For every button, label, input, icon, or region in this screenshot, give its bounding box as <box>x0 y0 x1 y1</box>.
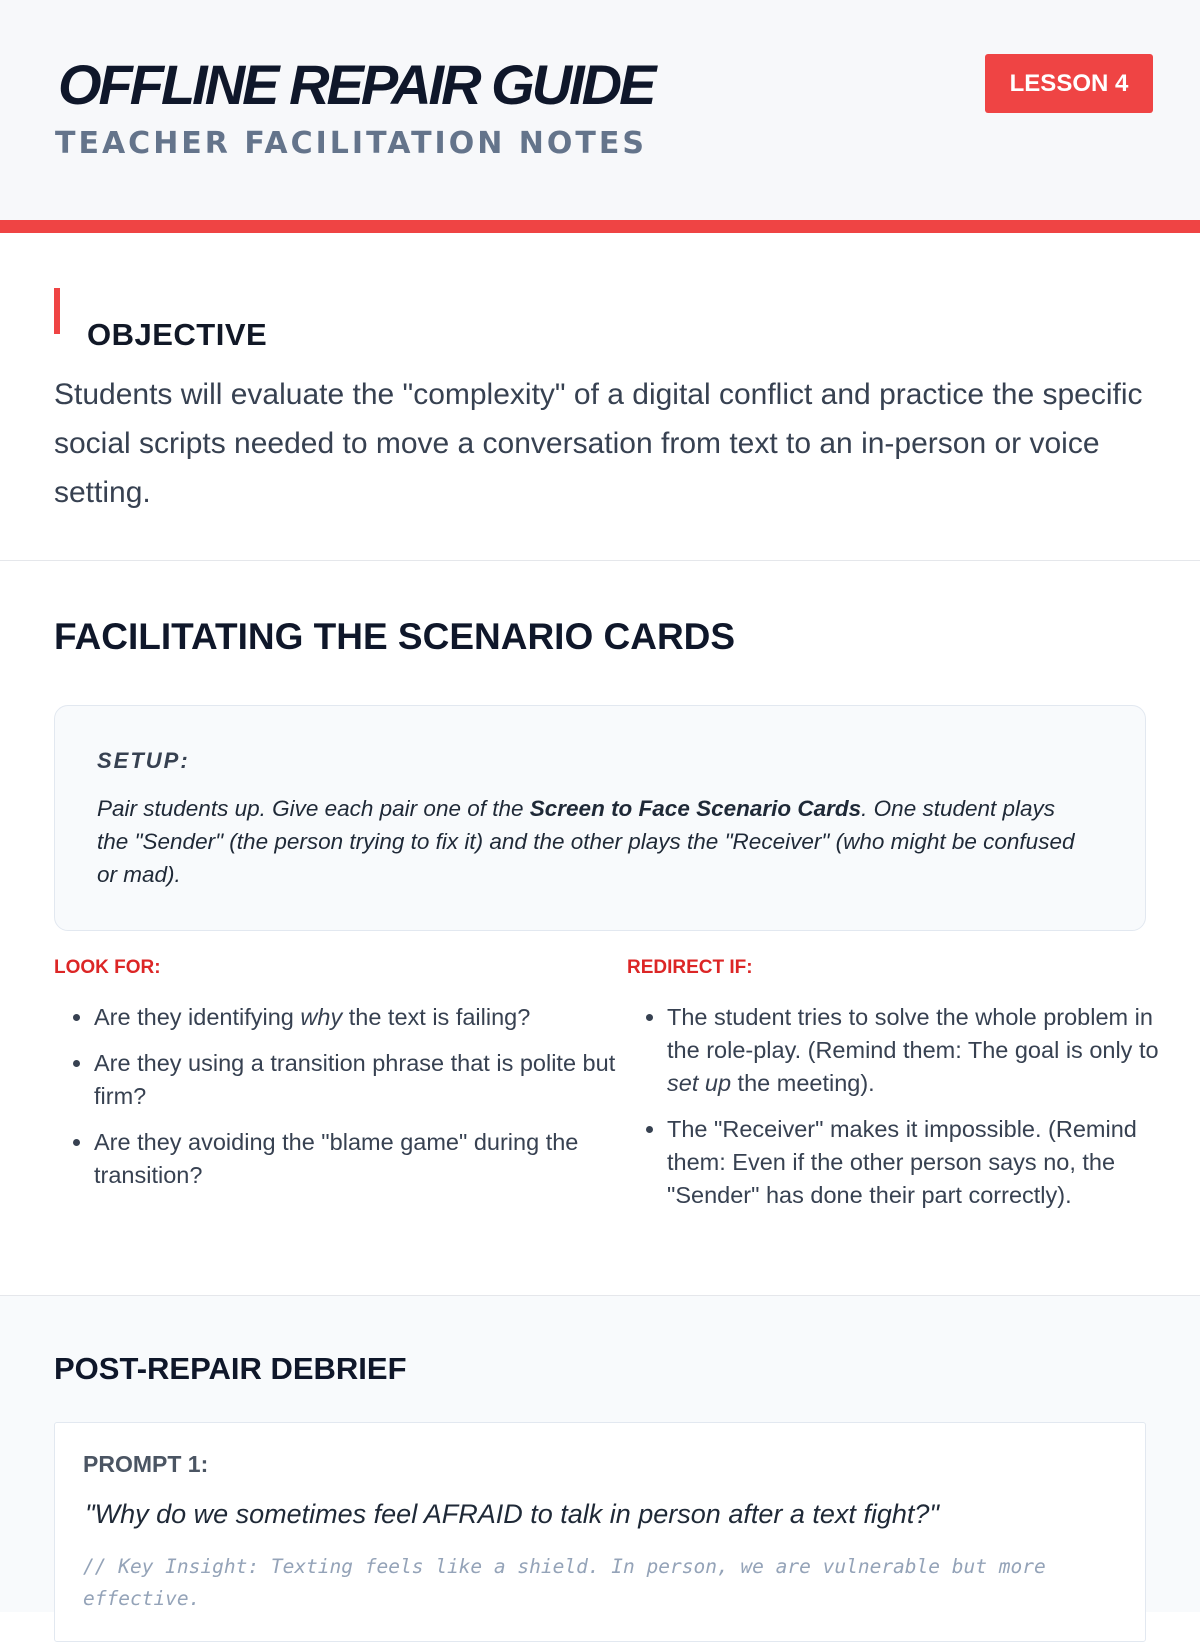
list-item-text: Are they identifying <box>94 1004 301 1030</box>
prompt-insight: // Key Insight: Texting feels like a shield. In person, we are vulnerable but more effective. <box>83 1555 1046 1610</box>
lesson-badge: LESSON 4 <box>985 54 1153 113</box>
prompt-label: PROMPT 1: <box>83 1451 209 1477</box>
list-item <box>94 1126 624 1192</box>
objective-text: Students will evaluate the "complexity" of a digital conflict and practice the specific social scripts needed to move a conversation from text to an in-person or voice setting. <box>54 378 1143 509</box>
prompt-quote: "Why do we sometimes feel AFRAID to talk in person after a text fight?" <box>85 1499 940 1529</box>
objective-accent-bar <box>54 288 60 334</box>
list-item <box>667 1001 1167 1100</box>
list-item-emphasis: why <box>300 1004 343 1030</box>
objective-section <box>0 233 1200 561</box>
redirect-if-label: REDIRECT IF: <box>627 957 753 978</box>
setup-text <box>97 792 1087 891</box>
list-item-emphasis: set up <box>667 1070 732 1096</box>
redirect-if-list <box>627 1001 1167 1225</box>
list-item-text: Are they using a transition phrase that is polite but firm? <box>94 1050 616 1109</box>
debrief-section <box>0 1296 1200 1612</box>
list-item-text: the text is failing? <box>342 1004 531 1030</box>
prompt-card <box>54 1422 1146 1642</box>
look-for-label: LOOK FOR: <box>54 957 161 978</box>
scenario-cards-name: Screen to Face Scenario Cards <box>529 796 862 821</box>
setup-label: SETUP: <box>97 748 190 773</box>
list-item-text: the meeting). <box>731 1070 875 1096</box>
debrief-heading: POST-REPAIR DEBRIEF <box>54 1351 407 1386</box>
facilitating-heading: FACILITATING THE SCENARIO CARDS <box>54 616 736 657</box>
page-header <box>0 0 1200 233</box>
list-item <box>94 1001 624 1034</box>
list-item-text: Are they avoiding the "blame game" during the transition? <box>94 1129 579 1188</box>
page-title: OFFLINE REPAIR GUIDE <box>58 53 654 116</box>
setup-box <box>54 705 1146 931</box>
list-item <box>94 1047 624 1113</box>
setup-text-end: . One student plays the "Sender" (the person trying to fix it) and the other plays the "Receiver" (who might be confused or mad). <box>97 796 1075 887</box>
setup-text-start: Pair students up. Give each pair one of the <box>97 796 530 821</box>
list-item-text: The student tries to solve the whole problem in the role-play. (Remind them: The goal is only to <box>667 1004 1159 1063</box>
page-subtitle: TEACHER FACILITATION NOTES <box>55 126 647 161</box>
facilitating-section <box>0 561 1200 1296</box>
objective-heading: OBJECTIVE <box>87 316 268 352</box>
list-item-text: The "Receiver" makes it impossible. (Remind them: Even if the other person says no, the "Sender" has done their part correctly). <box>667 1116 1137 1208</box>
list-item <box>667 1113 1167 1212</box>
look-for-list <box>54 1001 624 1205</box>
